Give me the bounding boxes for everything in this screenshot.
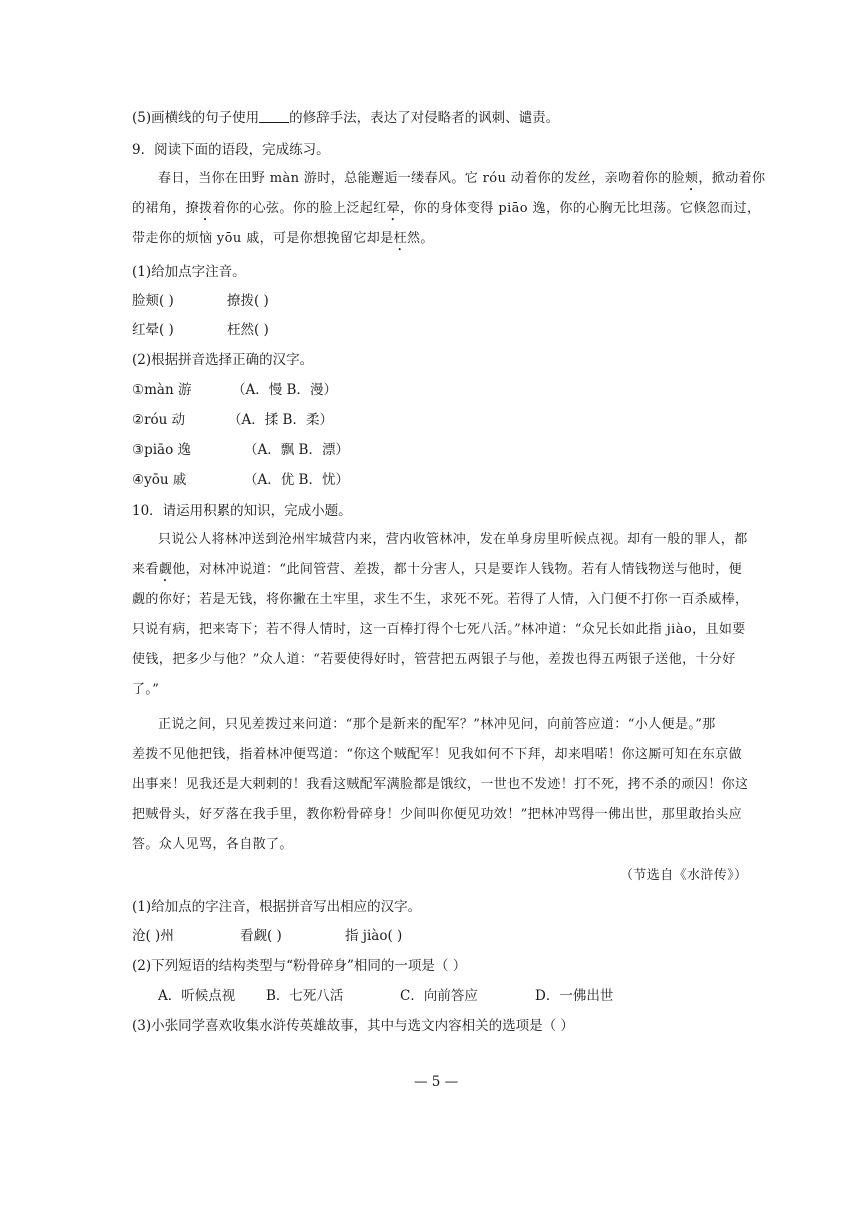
q10-passage-p1-line-6: 了。”	[132, 682, 160, 697]
q9-passage-line-1	[158, 167, 765, 194]
q9-sub2-choice-1[interactable]: （A．慢 B．漫）	[232, 382, 337, 398]
question-8-item-5	[132, 106, 559, 126]
q10-sub1-answer-zhijiao[interactable]: 指 jiào( )	[345, 928, 403, 944]
q9-sub1-answer-lianjia[interactable]: 脸颊( )	[132, 293, 174, 309]
q10-sub2-option-b[interactable]: B．七死八活	[266, 988, 344, 1004]
q10-sub2-option-d[interactable]: D．一佛出世	[535, 988, 614, 1004]
passage-text: 他，对林冲说道：“此间管营、差拨，都十分害人，只是要诈人钱物。若有人情钱物送与他时，便	[172, 562, 743, 577]
q10-passage-p1-line-1: 只说公人将林冲送到沧州牢城营内来，营内收管林冲，发在单身房里听候点视。却有一般的罪人，都	[158, 532, 748, 547]
q10-passage-p1-line-5: 使钱，把多少与他？”众人道：“若要使得好时，管营把五两银子与他，差拨也得五两银子送他，十分好	[132, 652, 736, 667]
answer-blank[interactable]	[259, 110, 289, 123]
dotted-char: 颊	[685, 171, 699, 186]
q10-passage-p2-line-2: 差拨不见他把钱，指着林冲便骂道：“你这个贼配军！见我如何不下拜，却来唱喏！你这厮可知在东京做	[132, 747, 743, 762]
q9-passage-line-3	[132, 227, 434, 254]
q8-item5-text-before: (5)画横线的句子使用	[132, 110, 260, 126]
dotted-char: 枉	[393, 231, 408, 246]
q9-sub2-choice-3[interactable]: （A．飘 B．漂）	[244, 442, 349, 458]
passage-text: ，你的身体变得 piāo 逸，你的心胸无比坦荡。它倏忽而过，	[400, 201, 761, 216]
q9-sub2-choice-4[interactable]: （A．优 B．忧）	[244, 472, 349, 488]
q10-sub2-title: (2)下列短语的结构类型与“粉骨碎身”相同的一项是（ ）	[132, 958, 467, 974]
passage-text: 带走你的烦恼 yōu 戚，可是你想挽留它却是	[132, 231, 394, 246]
passage-text: 着你的心弦。你的脸上泛起红	[212, 201, 387, 216]
q9-sub2-item-3: ③piāo 逸	[132, 442, 192, 458]
q10-sub2-option-c[interactable]: C．向前答应	[400, 988, 478, 1004]
q10-passage-p1-line-2	[132, 558, 742, 585]
q10-passage-p2-line-4: 把贼骨头，好歹落在我手里，教你粉骨碎身！少间叫你便见功效！”把林冲骂得一佛出世，那里敢抬头应	[132, 807, 743, 822]
q10-passage-p1-line-4: 只说有病，把来寄下；若不得人情时，这一百棒打得个七死八活。”林冲道：“众兄长如此指 jiào，且如要	[132, 622, 746, 637]
dotted-char: 晕	[386, 201, 401, 216]
q10-sub1-title: (1)给加点的字注音，根据拼音写出相应的汉字。	[132, 899, 422, 915]
passage-text: 的裙角，撩	[132, 201, 200, 216]
q10-sub1-answer-kanqu[interactable]: 看觑( )	[240, 928, 282, 944]
q10-passage-p1-line-3: 觑的你好；若是无钱，将你撇在土牢里，求生不生，求死不死。若得了人情，入门便不打你一百杀威棒，	[132, 592, 749, 607]
page-number: — 5 —	[414, 1074, 459, 1090]
q10-sub3-title: (3)小张同学喜欢收集水浒传英雄故事，其中与选文内容相关的选项是（ ）	[132, 1018, 574, 1034]
passage-text: 来看	[132, 562, 159, 577]
question-9-title: 9．阅读下面的语段，完成练习。	[132, 142, 330, 158]
question-10-title: 10．请运用积累的知识，完成小题。	[132, 503, 352, 519]
dotted-char: 拨	[199, 201, 213, 216]
q8-item5-text-after: 的修辞手法，表达了对侵略者的讽刺、谴责。	[289, 110, 560, 126]
q9-sub2-item-1: ①màn 游	[132, 382, 192, 398]
q10-sub1-answer-cang[interactable]: 沧( )州	[132, 928, 174, 944]
q9-sub1-answer-hongyun[interactable]: 红晕( )	[132, 322, 174, 338]
passage-text: ，掀动着你	[698, 171, 766, 186]
q9-sub2-choice-2[interactable]: （A．揉 B．柔）	[228, 412, 333, 428]
q9-sub1-title: (1)给加点字注音。	[132, 264, 246, 280]
dotted-char: 觑	[158, 562, 173, 577]
passage-text: 春日，当你在田野 màn 游时，总能邂逅一缕春风。它 róu 动着你的发丝，亲吻着你的脸	[158, 171, 685, 186]
q10-passage-p2-line-1: 正说之间，只见差拨过来问道：“那个是新来的配军？”林冲见问，向前答应道：“小人便是。”那	[158, 717, 716, 732]
q9-sub2-item-2: ②róu 动	[132, 412, 186, 428]
q10-passage-p2-line-3: 出事来！见我还是大剌剌的！我看这贼配军满脸都是饿纹，一世也不发迹！打不死，拷不杀的顽囚！你这	[132, 777, 749, 792]
q9-sub2-title: (2)根据拼音选择正确的汉字。	[132, 352, 314, 368]
passage-source: （节选自《水浒传》）	[620, 868, 748, 883]
q9-sub2-item-4: ④yōu 戚	[132, 472, 187, 488]
q9-passage-line-2	[132, 197, 760, 224]
q9-sub1-answer-wangran[interactable]: 枉然( )	[227, 322, 269, 338]
passage-text: 然。	[407, 231, 434, 246]
q10-passage-p2-line-5: 答。众人见骂，各自散了。	[132, 837, 293, 852]
q10-sub2-option-a[interactable]: A．听候点视	[158, 988, 236, 1004]
q9-sub1-answer-liaobo[interactable]: 撩拨( )	[227, 293, 269, 309]
